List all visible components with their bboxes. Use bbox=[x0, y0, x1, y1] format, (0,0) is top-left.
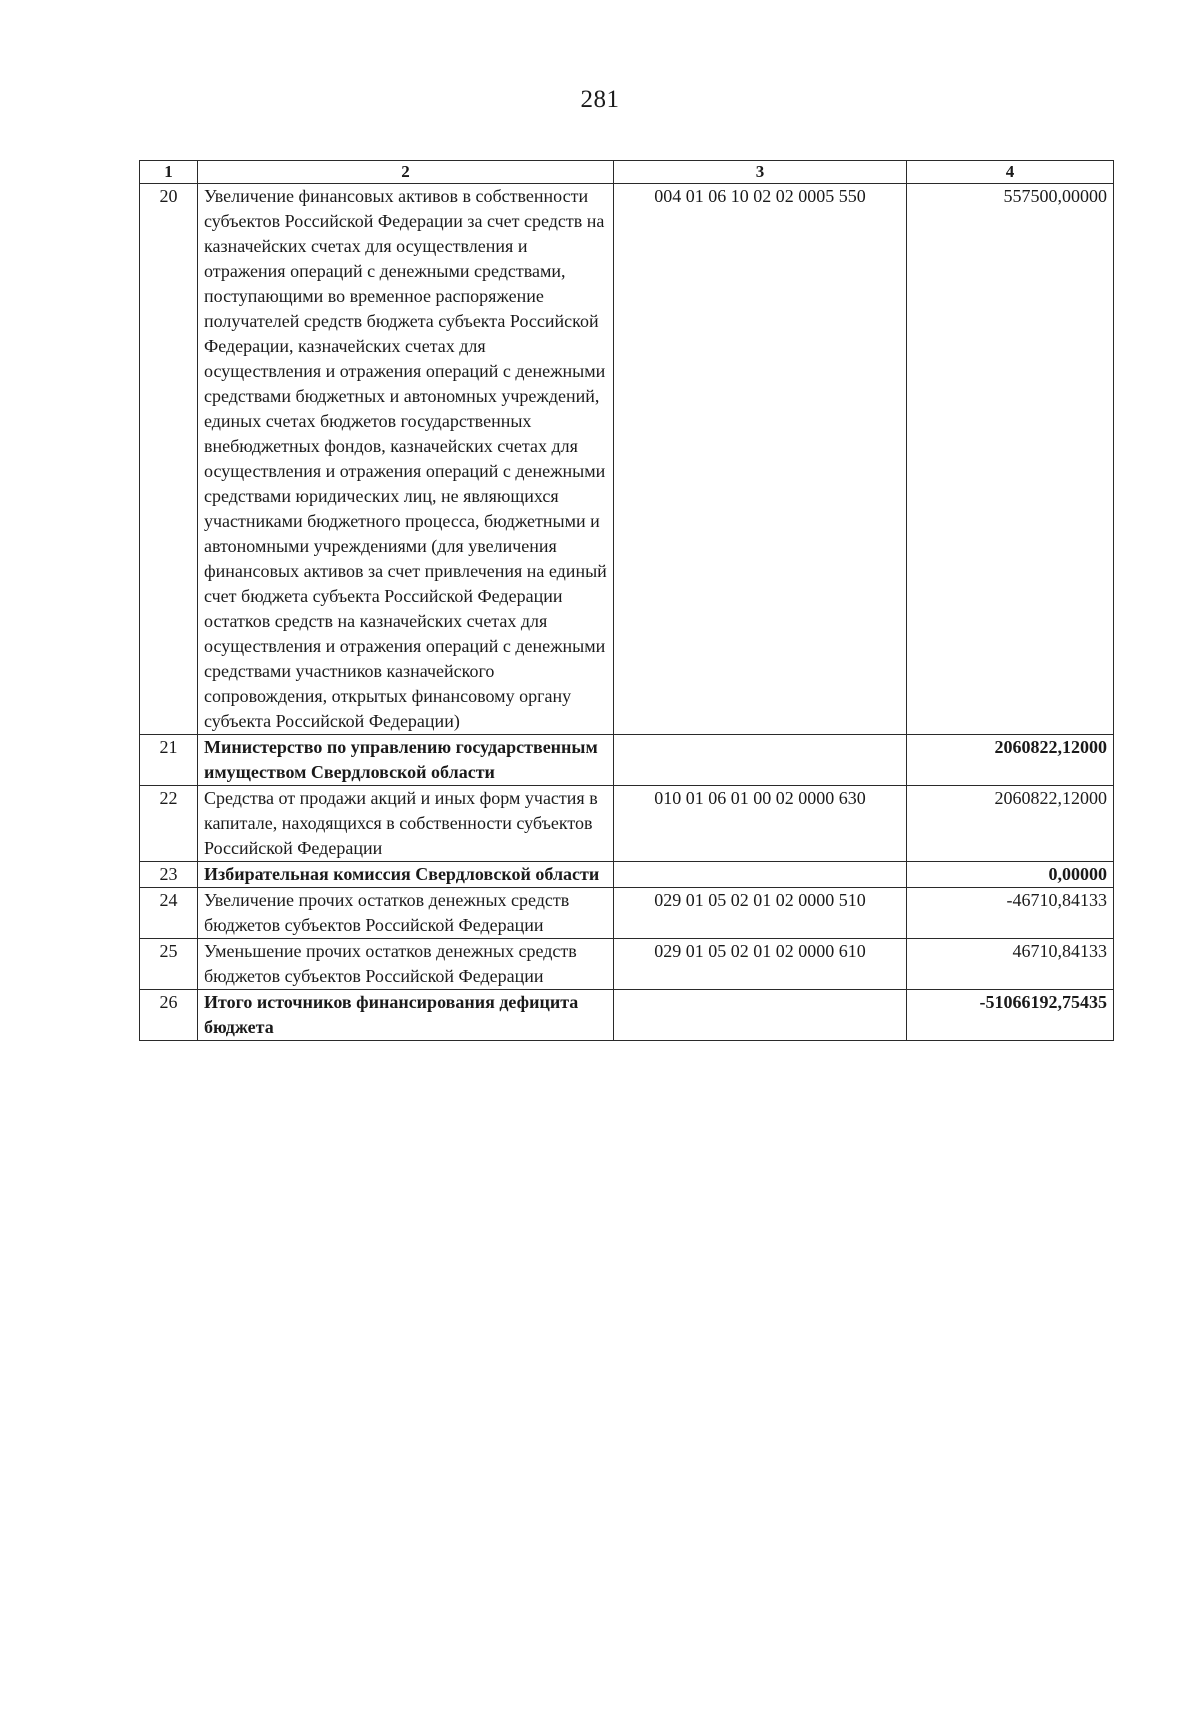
sources-financing-table bbox=[139, 160, 1114, 1041]
row-number: 23 bbox=[140, 862, 198, 888]
row-name: Увеличение прочих остатков денежных средств бюджетов субъектов Российской Федерации bbox=[198, 888, 614, 939]
row-code bbox=[614, 862, 907, 888]
row-code: 029 01 05 02 01 02 0000 510 bbox=[614, 888, 907, 939]
row-amount: 2060822,12000 bbox=[907, 786, 1114, 862]
row-number: 21 bbox=[140, 735, 198, 786]
column-header-3: 3 bbox=[614, 161, 907, 184]
row-code: 010 01 06 01 00 02 0000 630 bbox=[614, 786, 907, 862]
row-name: Избирательная комиссия Свердловской области bbox=[198, 862, 614, 888]
row-name: Итого источников финансирования дефицита бюджета bbox=[198, 990, 614, 1041]
row-amount: 2060822,12000 bbox=[907, 735, 1114, 786]
row-code: 004 01 06 10 02 02 0005 550 bbox=[614, 184, 907, 735]
row-number: 26 bbox=[140, 990, 198, 1041]
row-name: Увеличение финансовых активов в собственности субъектов Российской Федерации за счет средств на казначейских счетах для осуществления и отражения операций с денежными средствами, поступающими во временное распоряжение получателей средств бюджета субъекта Российской Федерации, казначейских счетах для осуществления и отражения операций с денежными средствами бюджетных и автономных учреждений, единых счетах бюджетов государственных внебюджетных фондов, казначейских счетах для осуществления и отражения операций с денежными средствами юридических лиц, не являющихся участниками бюджетного процесса, бюджетными и автономными учреждениями (для увеличения финансовых активов за счет привлечения на единый счет бюджета субъекта Российской Федерации остатков средств на казначейских счетах для осуществления и отражения операций с денежными средствами участников казначейского сопровождения, открытых финансовому органу субъекта Российской Федерации) bbox=[198, 184, 614, 735]
table-row bbox=[140, 888, 1114, 939]
table-row bbox=[140, 990, 1114, 1041]
row-amount: -46710,84133 bbox=[907, 888, 1114, 939]
row-amount: 46710,84133 bbox=[907, 939, 1114, 990]
row-name: Средства от продажи акций и иных форм участия в капитале, находящихся в собственности субъектов Российской Федерации bbox=[198, 786, 614, 862]
table-row bbox=[140, 184, 1114, 735]
row-number: 24 bbox=[140, 888, 198, 939]
row-code: 029 01 05 02 01 02 0000 610 bbox=[614, 939, 907, 990]
table-row bbox=[140, 786, 1114, 862]
table-row bbox=[140, 735, 1114, 786]
row-amount: 0,00000 bbox=[907, 862, 1114, 888]
table-row bbox=[140, 939, 1114, 990]
table-row bbox=[140, 862, 1114, 888]
column-header-1: 1 bbox=[140, 161, 198, 184]
row-code bbox=[614, 990, 907, 1041]
row-code bbox=[614, 735, 907, 786]
row-amount: -51066192,75435 bbox=[907, 990, 1114, 1041]
column-header-2: 2 bbox=[198, 161, 614, 184]
row-number: 20 bbox=[140, 184, 198, 735]
row-number: 25 bbox=[140, 939, 198, 990]
table-header-row bbox=[140, 161, 1114, 184]
page-number: 281 bbox=[580, 86, 620, 113]
row-amount: 557500,00000 bbox=[907, 184, 1114, 735]
row-name: Министерство по управлению государственным имуществом Свердловской области bbox=[198, 735, 614, 786]
row-name: Уменьшение прочих остатков денежных средств бюджетов субъектов Российской Федерации bbox=[198, 939, 614, 990]
row-number: 22 bbox=[140, 786, 198, 862]
column-header-4: 4 bbox=[907, 161, 1114, 184]
